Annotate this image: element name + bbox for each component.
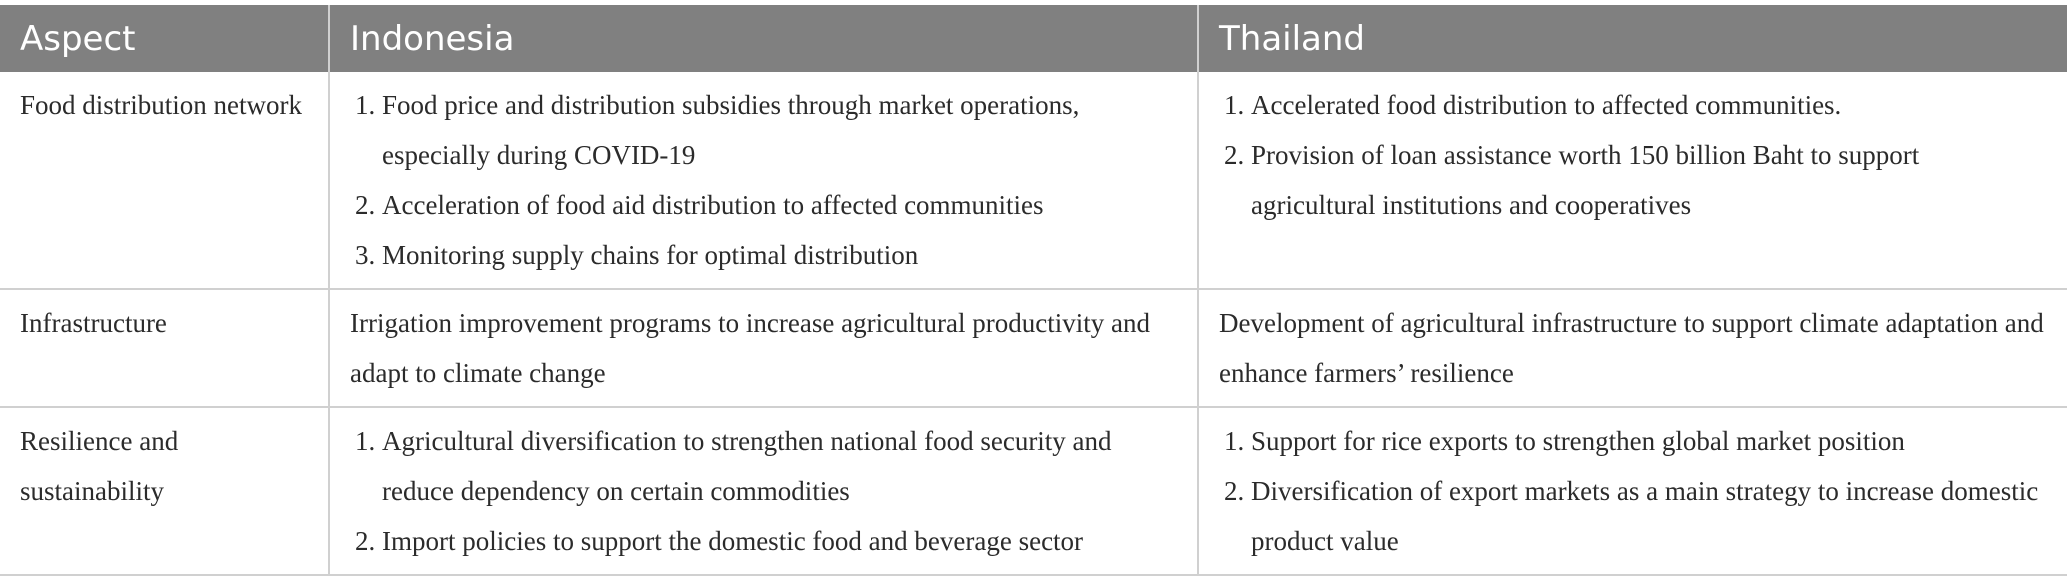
comparison-table xyxy=(0,5,2067,576)
header-indonesia: Indonesia xyxy=(329,5,1198,72)
header-aspect: Aspect xyxy=(0,5,329,72)
cell-aspect: Infrastructure xyxy=(0,289,329,407)
table-header xyxy=(0,5,2067,72)
table-body xyxy=(0,72,2067,575)
list-item: 1. Food price and distribution subsidies through market operations, especially during COVID-19 xyxy=(382,80,1177,180)
list-item: 1. Accelerated food distribution to affected communities. xyxy=(1251,80,2047,130)
list-item: 2. Provision of loan assistance worth 150 billion Baht to support agricultural institutions and cooperatives xyxy=(1251,130,2047,230)
list-item: 2. Acceleration of food aid distribution to affected communities xyxy=(382,180,1177,230)
cell-indonesia xyxy=(329,407,1198,575)
cell-thailand xyxy=(1198,407,2067,575)
list-item: 1. Agricultural diversification to strengthen national food security and reduce dependency on certain commodities xyxy=(382,416,1177,516)
cell-aspect: Resilience and sustainability xyxy=(0,407,329,575)
cell-aspect: Food distribution network xyxy=(0,72,329,289)
table-row xyxy=(0,407,2067,575)
cell-thailand xyxy=(1198,72,2067,289)
cell-indonesia xyxy=(329,72,1198,289)
header-row xyxy=(0,5,2067,72)
header-thailand: Thailand xyxy=(1198,5,2067,72)
list-item: 1. Support for rice exports to strengthen global market position xyxy=(1251,416,2047,466)
list-item: 2. Diversification of export markets as a main strategy to increase domestic product value xyxy=(1251,466,2047,566)
cell-thailand: Development of agricultural infrastructure to support climate adaptation and enhance farmers’ resilience xyxy=(1198,289,2067,407)
thailand-list xyxy=(1219,416,2047,566)
indonesia-list xyxy=(350,80,1177,280)
table-row xyxy=(0,289,2067,407)
indonesia-list xyxy=(350,416,1177,566)
list-item: 2. Import policies to support the domestic food and beverage sector xyxy=(382,516,1177,566)
list-item: 3. Monitoring supply chains for optimal distribution xyxy=(382,230,1177,280)
thailand-list xyxy=(1219,80,2047,230)
cell-indonesia: Irrigation improvement programs to increase agricultural productivity and adapt to climate change xyxy=(329,289,1198,407)
table-row xyxy=(0,72,2067,289)
